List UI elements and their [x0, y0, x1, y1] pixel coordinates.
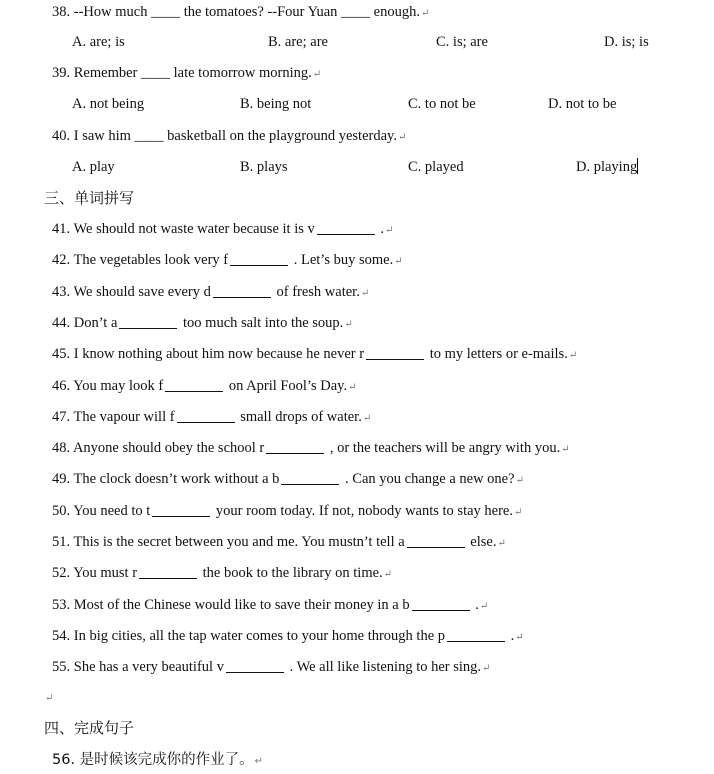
paragraph-mark: ↵: [385, 225, 394, 236]
question-number: 43.: [52, 284, 71, 300]
spelling-question: [52, 499, 714, 523]
options-38: [0, 30, 714, 54]
paragraph-mark: ↵: [568, 350, 578, 361]
section-4-title: [44, 716, 714, 740]
question-text-before-blank: In big cities, all the tap water comes to your home through the p: [73, 628, 446, 644]
option-c: C. played: [408, 159, 464, 175]
answer-blank[interactable]: [281, 470, 339, 485]
spelling-question: [52, 467, 714, 491]
paragraph-mark: ↵: [513, 507, 523, 518]
question-text-after-blank: your room today. If not, nobody wants to stay here.: [212, 503, 513, 519]
options-40: [0, 155, 714, 179]
paragraph-mark: ↵: [348, 382, 357, 393]
answer-blank[interactable]: [407, 533, 465, 548]
question-number: 44.: [52, 315, 71, 331]
paragraph-mark: ↵: [515, 475, 524, 486]
question-text-before-blank: The vegetables look very f: [73, 252, 229, 268]
section-title: 四、完成句子: [44, 719, 135, 737]
answer-blank[interactable]: [119, 314, 177, 329]
paragraph-mark: ↵: [420, 8, 430, 19]
spelling-question: [52, 280, 714, 304]
paragraph-mark: ↵: [497, 538, 506, 549]
paragraph-mark: ↵: [482, 663, 491, 674]
question-text: I saw him ____ basketball on the playground yesterday.: [73, 128, 397, 144]
spelling-question: [52, 311, 714, 335]
option-d: D. is; is: [604, 34, 649, 50]
question-text-after-blank: . Let’s buy some.: [290, 252, 394, 268]
question-text-before-blank: You need to t: [73, 503, 151, 519]
answer-blank[interactable]: [230, 251, 288, 266]
spelling-question: [52, 405, 714, 429]
question-text-before-blank: The vapour will f: [73, 409, 175, 425]
question-text-after-blank: else.: [466, 534, 497, 550]
spelling-question: [52, 593, 714, 617]
question-text-before-blank: This is the secret between you and me. You mustn’t tell a: [73, 534, 405, 550]
option-c: C. to not be: [408, 96, 476, 112]
question-number: 39.: [52, 65, 71, 81]
answer-blank[interactable]: [177, 408, 235, 423]
question-number: 48.: [52, 440, 71, 456]
paragraph-mark: ↵: [394, 256, 403, 267]
option-b: B. plays: [240, 159, 288, 175]
question-number: 49.: [52, 471, 71, 487]
spelling-question: [52, 374, 714, 398]
paragraph-mark: ↵: [362, 413, 372, 424]
paragraph-mark: ↵: [45, 693, 54, 704]
question-text-before-blank: Don’t a: [73, 315, 118, 331]
question-40: [52, 124, 714, 148]
question-number: 45.: [52, 346, 71, 362]
question-text-after-blank: .: [507, 628, 515, 644]
question-text: Remember ____ late tomorrow morning.: [73, 65, 312, 81]
answer-blank[interactable]: [366, 345, 424, 360]
question-text-before-blank: The clock doesn’t work without a b: [73, 471, 280, 487]
question-text-after-blank: the book to the library on time.: [199, 565, 383, 581]
section-title: 三、单词拼写: [44, 189, 135, 207]
question-text-before-blank: She has a very beautiful v: [73, 659, 224, 675]
empty-paragraph: [44, 685, 714, 709]
question-text-after-blank: , or the teachers will be angry with you.: [326, 440, 561, 456]
text-cursor: [637, 158, 638, 174]
question-text: --How much ____ the tomatoes? --Four Yuan ____ enough.: [73, 4, 420, 20]
question-text-before-blank: I know nothing about him now because he never r: [73, 346, 365, 362]
paragraph-mark: ↵: [397, 132, 407, 143]
option-d: D. playing: [576, 159, 638, 175]
option-a: A. play: [72, 159, 115, 175]
spelling-question: [52, 561, 714, 585]
question-text-before-blank: You must r: [73, 565, 138, 581]
question-38: [52, 0, 714, 24]
answer-blank[interactable]: [447, 627, 505, 642]
answer-blank[interactable]: [317, 220, 375, 235]
question-number: 40.: [52, 128, 71, 144]
question-text-after-blank: .: [376, 221, 384, 237]
answer-blank[interactable]: [266, 439, 324, 454]
spelling-question: [52, 342, 714, 366]
question-number: 38.: [52, 4, 71, 20]
spelling-question: [52, 248, 714, 272]
paragraph-mark: ↵: [479, 601, 489, 612]
question-56: [52, 748, 714, 772]
answer-blank[interactable]: [226, 658, 284, 673]
answer-blank[interactable]: [165, 377, 223, 392]
option-b: B. are; are: [268, 34, 328, 50]
spelling-question: [52, 217, 714, 241]
paragraph-mark: ↵: [254, 756, 264, 767]
question-text-after-blank: on April Fool’s Day.: [225, 378, 348, 394]
question-text: 是时候该完成你的作业了。: [79, 752, 254, 768]
option-a: A. not being: [72, 96, 145, 112]
question-number: 46.: [52, 378, 71, 394]
answer-blank[interactable]: [152, 502, 210, 517]
question-text-before-blank: We should not waste water because it is v: [73, 221, 315, 237]
option-c: C. is; are: [436, 34, 488, 50]
paragraph-mark: ↵: [383, 569, 393, 580]
paragraph-mark: ↵: [515, 632, 524, 643]
question-text-after-blank: too much salt into the soup.: [179, 315, 344, 331]
question-text-after-blank: small drops of water.: [236, 409, 362, 425]
question-text-before-blank: You may look f: [73, 378, 164, 394]
answer-blank[interactable]: [412, 596, 470, 611]
question-text-after-blank: . Can you change a new one?: [341, 471, 515, 487]
question-text-after-blank: . We all like listening to her sing.: [285, 659, 482, 675]
question-number: 51.: [52, 534, 71, 550]
spelling-question: [52, 655, 714, 679]
question-text-before-blank: We should save every d: [73, 284, 211, 300]
answer-blank[interactable]: [139, 564, 197, 579]
question-text-before-blank: Most of the Chinese would like to save their money in a b: [73, 597, 410, 613]
spelling-question: [52, 530, 714, 554]
question-number: 56.: [52, 752, 76, 768]
question-number: 55.: [52, 659, 71, 675]
spelling-question: [52, 624, 714, 648]
paragraph-mark: ↵: [561, 444, 570, 455]
question-number: 42.: [52, 252, 71, 268]
question-number: 41.: [52, 221, 71, 237]
option-d: D. not to be: [548, 96, 617, 112]
answer-blank[interactable]: [213, 283, 271, 298]
question-39: [52, 61, 714, 85]
question-text-after-blank: to my letters or e-mails.: [426, 346, 568, 362]
option-a: A. are; is: [72, 34, 125, 50]
paragraph-mark: ↵: [344, 319, 353, 330]
question-text-before-blank: Anyone should obey the school r: [72, 440, 265, 456]
question-number: 53.: [52, 597, 71, 613]
question-number: 50.: [52, 503, 71, 519]
question-number: 54.: [52, 628, 71, 644]
option-b: B. being not: [240, 96, 312, 112]
question-text-after-blank: of fresh water.: [272, 284, 360, 300]
question-text-after-blank: .: [471, 597, 479, 613]
options-39: [0, 92, 714, 116]
paragraph-mark: ↵: [360, 288, 370, 299]
section-3-title: [44, 186, 714, 210]
question-number: 52.: [52, 565, 71, 581]
question-number: 47.: [52, 409, 71, 425]
paragraph-mark: ↵: [312, 69, 322, 80]
spelling-question: [52, 436, 714, 460]
